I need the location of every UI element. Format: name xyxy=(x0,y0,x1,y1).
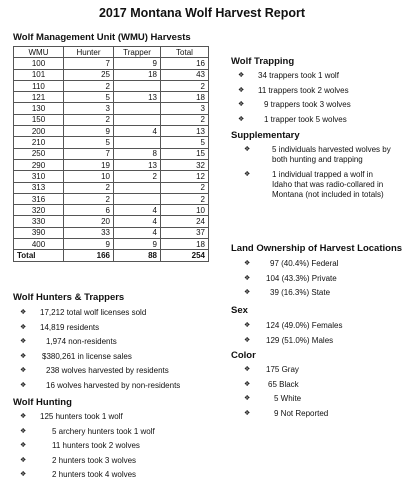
table-cell: 2 xyxy=(64,80,114,91)
diamond-bullet-icon: ❖ xyxy=(244,395,251,403)
table-cell: 320 xyxy=(14,205,64,216)
diamond-bullet-icon: ❖ xyxy=(244,260,251,267)
hunting-heading: Wolf Hunting xyxy=(13,397,72,408)
table-cell: 400 xyxy=(14,239,64,250)
list-item xyxy=(244,170,394,200)
table-cell: 10 xyxy=(64,171,114,182)
table-cell xyxy=(114,182,161,193)
list-item-text: 129 (51.0%) Males xyxy=(266,335,334,345)
list-item-text: 125 hunters took 1 wolf xyxy=(40,412,123,421)
table-cell: 32 xyxy=(161,159,209,170)
list-item-text: $380,261 in license sales xyxy=(42,351,132,361)
diamond-bullet-icon: ❖ xyxy=(238,72,245,79)
table-header-row xyxy=(14,47,209,58)
table-cell: 33 xyxy=(64,227,114,238)
list-item-text: 104 (43.3%) Private xyxy=(266,273,337,283)
column-header: WMU xyxy=(14,47,64,58)
diamond-bullet-icon: ❖ xyxy=(244,322,251,329)
table-cell: 100 xyxy=(14,58,64,69)
diamond-bullet-icon: ❖ xyxy=(244,289,251,297)
table-cell: 43 xyxy=(161,69,209,80)
table-cell: 9 xyxy=(64,239,114,250)
column-header: Total xyxy=(161,47,209,58)
list-item xyxy=(20,470,210,480)
table-row xyxy=(14,58,209,69)
table-cell: 4 xyxy=(114,205,161,216)
table-cell: 19 xyxy=(64,159,114,170)
table-cell: 9 xyxy=(114,239,161,250)
table-row xyxy=(14,159,209,170)
table-cell: 313 xyxy=(14,182,64,193)
list-item xyxy=(244,259,394,269)
list-item xyxy=(244,365,394,375)
land-ownership-list xyxy=(244,259,394,303)
list-item xyxy=(20,456,210,466)
list-item xyxy=(20,441,210,451)
table-row xyxy=(14,126,209,137)
table-cell: 5 xyxy=(161,137,209,148)
diamond-bullet-icon: ❖ xyxy=(244,366,251,373)
sex-heading: Sex xyxy=(231,305,248,316)
table-cell xyxy=(114,103,161,114)
diamond-bullet-icon: ❖ xyxy=(20,309,27,316)
diamond-bullet-icon: ❖ xyxy=(244,274,251,282)
table-cell: 390 xyxy=(14,227,64,238)
table-cell: 4 xyxy=(114,126,161,137)
trapping-heading: Wolf Trapping xyxy=(231,56,295,67)
table-cell: 37 xyxy=(161,227,209,238)
list-item-text: 238 wolves harvested by residents xyxy=(46,366,169,376)
table-cell: 20 xyxy=(64,216,114,227)
list-item-text: 9 trappers took 3 wolves xyxy=(264,100,351,110)
table-cell: 8 xyxy=(114,148,161,159)
table-cell: 18 xyxy=(161,239,209,250)
table-cell: 9 xyxy=(64,126,114,137)
list-item-text: 175 Gray xyxy=(266,365,299,374)
table-cell xyxy=(114,137,161,148)
list-item-text: 2 hunters took 4 wolves xyxy=(52,470,137,480)
table-row xyxy=(14,80,209,91)
column-header: Hunter xyxy=(64,47,114,58)
list-item xyxy=(238,71,398,81)
color-list xyxy=(244,365,394,423)
supplementary-heading: Supplementary xyxy=(231,130,300,141)
diamond-bullet-icon: ❖ xyxy=(244,409,251,417)
table-row xyxy=(14,114,209,125)
table-cell: 330 xyxy=(14,216,64,227)
table-cell: 2 xyxy=(114,171,161,182)
table-cell: 18 xyxy=(114,69,161,80)
diamond-bullet-icon: ❖ xyxy=(20,471,27,479)
list-item-text: 124 (49.0%) Females xyxy=(266,321,343,330)
table-cell: 6 xyxy=(64,205,114,216)
table-cell: 16 xyxy=(161,58,209,69)
table-cell: 7 xyxy=(64,58,114,69)
hunters-trappers-heading: Wolf Hunters & Trappers xyxy=(13,292,125,303)
list-item-text: 5 individuals harvested wolves by both hunting and trapping xyxy=(272,145,391,164)
list-item xyxy=(244,274,394,284)
table-cell: 254 xyxy=(161,250,209,261)
list-item-text: 9 Not Reported xyxy=(274,408,329,418)
list-item xyxy=(20,308,210,318)
wmu-table xyxy=(13,46,209,262)
list-item xyxy=(20,352,210,362)
list-item xyxy=(20,427,210,437)
table-cell: 2 xyxy=(64,114,114,125)
diamond-bullet-icon: ❖ xyxy=(244,170,251,178)
diamond-bullet-icon: ❖ xyxy=(238,101,245,109)
table-cell: 110 xyxy=(14,80,64,91)
table-cell: 5 xyxy=(64,92,114,103)
list-item-text: 14,819 residents xyxy=(40,322,100,332)
list-item xyxy=(20,323,210,333)
table-cell: 310 xyxy=(14,171,64,182)
table-row xyxy=(14,69,209,80)
table-cell xyxy=(114,193,161,204)
table-cell: 2 xyxy=(161,193,209,204)
table-cell: 7 xyxy=(64,148,114,159)
list-item xyxy=(20,381,210,391)
table-cell: 250 xyxy=(14,148,64,159)
table-total-row xyxy=(14,250,209,261)
list-item-text: 97 (40.4%) Federal xyxy=(270,259,339,268)
table-cell: 12 xyxy=(161,171,209,182)
table-cell: 316 xyxy=(14,193,64,204)
table-cell: 150 xyxy=(14,114,64,125)
diamond-bullet-icon: ❖ xyxy=(244,380,251,388)
diamond-bullet-icon: ❖ xyxy=(20,323,27,331)
report-title: 2017 Montana Wolf Harvest Report xyxy=(98,6,306,20)
wmu-heading: Wolf Management Unit (WMU) Harvests xyxy=(13,32,191,43)
table-cell: 18 xyxy=(161,92,209,103)
table-row xyxy=(14,171,209,182)
list-item-text: 5 White xyxy=(274,394,302,404)
list-item-text: 65 Black xyxy=(268,379,299,389)
list-item xyxy=(238,100,398,110)
table-row xyxy=(14,193,209,204)
list-item-text: 16 wolves harvested by non-residents xyxy=(46,380,181,390)
diamond-bullet-icon: ❖ xyxy=(244,146,251,153)
table-cell: 121 xyxy=(14,92,64,103)
table-cell: 3 xyxy=(161,103,209,114)
list-item-text: 2 hunters took 3 wolves xyxy=(52,455,137,465)
table-cell: 13 xyxy=(114,159,161,170)
table-cell: 101 xyxy=(14,69,64,80)
diamond-bullet-icon: ❖ xyxy=(20,442,27,450)
hunters-trappers-list xyxy=(20,308,210,396)
sex-list xyxy=(244,321,394,350)
table-cell: 13 xyxy=(161,126,209,137)
list-item-text: 11 hunters took 2 wolves xyxy=(52,441,140,451)
diamond-bullet-icon: ❖ xyxy=(20,367,27,375)
diamond-bullet-icon: ❖ xyxy=(20,413,27,420)
table-row xyxy=(14,227,209,238)
list-item xyxy=(20,366,210,376)
diamond-bullet-icon: ❖ xyxy=(20,352,27,360)
list-item-text: 11 trappers took 2 wolves xyxy=(258,85,349,95)
hunting-list xyxy=(20,412,210,485)
table-cell xyxy=(114,80,161,91)
list-item-text: 1 trapper took 5 wolves xyxy=(264,114,347,124)
list-item xyxy=(238,86,398,96)
diamond-bullet-icon: ❖ xyxy=(20,427,27,435)
table-cell: 166 xyxy=(64,250,114,261)
table-row xyxy=(14,148,209,159)
table-cell: 5 xyxy=(64,137,114,148)
table-cell xyxy=(114,114,161,125)
list-item-text: 17,212 total wolf licenses sold xyxy=(40,308,147,317)
list-item xyxy=(244,336,394,346)
color-heading: Color xyxy=(231,350,256,361)
table-row xyxy=(14,137,209,148)
diamond-bullet-icon: ❖ xyxy=(238,115,245,123)
table-cell: 15 xyxy=(161,148,209,159)
table-cell: 2 xyxy=(64,193,114,204)
table-cell: 3 xyxy=(64,103,114,114)
list-item xyxy=(20,337,210,347)
table-row xyxy=(14,103,209,114)
table-cell: 24 xyxy=(161,216,209,227)
list-item xyxy=(244,321,394,331)
list-item-text: 34 trappers took 1 wolf xyxy=(258,71,339,80)
list-item-text: 1 individual trapped a wolf in Idaho that was radio-collared in Montana (not included in totals) xyxy=(272,169,384,199)
list-item xyxy=(244,380,394,390)
table-cell: 2 xyxy=(161,182,209,193)
column-header: Trapper xyxy=(114,47,161,58)
diamond-bullet-icon: ❖ xyxy=(238,86,245,94)
table-cell: 4 xyxy=(114,227,161,238)
list-item xyxy=(244,145,394,165)
list-item xyxy=(244,288,394,298)
trapping-list xyxy=(238,71,398,129)
table-cell: 25 xyxy=(64,69,114,80)
table-cell: 200 xyxy=(14,126,64,137)
table-cell: 13 xyxy=(114,92,161,103)
list-item-text: 1,974 non-residents xyxy=(46,337,117,347)
table-row xyxy=(14,239,209,250)
list-item xyxy=(238,115,398,125)
table-cell: 290 xyxy=(14,159,64,170)
table-cell: 210 xyxy=(14,137,64,148)
table-cell: 2 xyxy=(161,114,209,125)
table-cell: 10 xyxy=(161,205,209,216)
table-row xyxy=(14,216,209,227)
land-ownership-heading: Land Ownership of Harvest Locations xyxy=(231,243,403,254)
diamond-bullet-icon: ❖ xyxy=(20,381,27,389)
supplementary-list xyxy=(244,145,394,204)
table-cell: 130 xyxy=(14,103,64,114)
table-row xyxy=(14,92,209,103)
table-cell: 4 xyxy=(114,216,161,227)
diamond-bullet-icon: ❖ xyxy=(20,338,27,346)
table-row xyxy=(14,205,209,216)
list-item xyxy=(244,409,394,419)
diamond-bullet-icon: ❖ xyxy=(244,336,251,344)
table-cell: 2 xyxy=(64,182,114,193)
table-cell: 88 xyxy=(114,250,161,261)
table-row xyxy=(14,182,209,193)
table-cell: Total xyxy=(14,250,64,261)
list-item-text: 5 archery hunters took 1 wolf xyxy=(52,426,155,436)
diamond-bullet-icon: ❖ xyxy=(20,456,27,464)
list-item xyxy=(244,394,394,404)
list-item-text: 39 (16.3%) State xyxy=(270,288,331,298)
table-cell: 9 xyxy=(114,58,161,69)
table-cell: 2 xyxy=(161,80,209,91)
list-item xyxy=(20,412,210,422)
